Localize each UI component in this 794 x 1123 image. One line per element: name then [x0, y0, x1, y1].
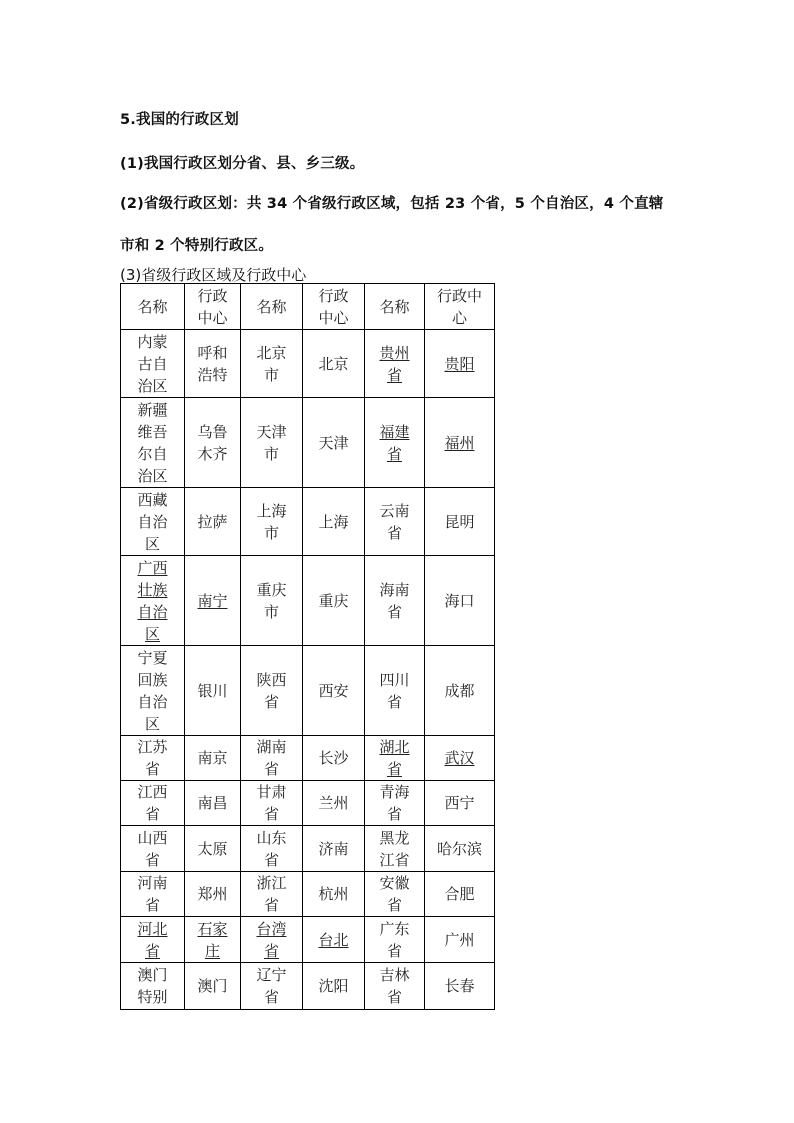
table-cell: 云南省 [365, 488, 425, 556]
table-cell: 天津市 [241, 398, 303, 488]
table-cell: 重庆市 [241, 556, 303, 646]
table-cell: 福建省 [365, 398, 425, 488]
table-row [121, 872, 495, 917]
table-row [121, 488, 495, 556]
table-cell: 湖南省 [241, 736, 303, 781]
table-cell: 长春 [425, 963, 495, 1010]
table-row [121, 330, 495, 398]
paragraph-provincial-2: 市和 2 个特别行政区。 [120, 238, 274, 254]
table-cell: 银川 [185, 646, 241, 736]
table-row [121, 646, 495, 736]
table-cell: 武汉 [425, 736, 495, 781]
table-cell: 浙江省 [241, 872, 303, 917]
table-caption: (3)省级行政区域及行政中心 [120, 266, 307, 284]
table-cell: 太原 [185, 826, 241, 872]
table-cell: 福州 [425, 398, 495, 488]
table-cell: 南宁 [185, 556, 241, 646]
table-row [121, 736, 495, 781]
table-cell: 吉林省 [365, 963, 425, 1010]
table-cell: 南昌 [185, 781, 241, 826]
table-cell: 西宁 [425, 781, 495, 826]
table-row [121, 781, 495, 826]
table-cell: 石家庄 [185, 917, 241, 963]
table-cell: 上海市 [241, 488, 303, 556]
table-cell: 南京 [185, 736, 241, 781]
table-cell: 哈尔滨 [425, 826, 495, 872]
paragraph-levels: (1)我国行政区划分省、县、乡三级。 [120, 156, 365, 172]
table-cell: 黑龙江省 [365, 826, 425, 872]
table-cell: 甘肃省 [241, 781, 303, 826]
header-cell: 行政中心 [185, 284, 241, 330]
table-cell: 广西壮族自治区 [121, 556, 185, 646]
table-cell: 合肥 [425, 872, 495, 917]
table-row [121, 398, 495, 488]
table-cell: 河南省 [121, 872, 185, 917]
table-cell: 贵州省 [365, 330, 425, 398]
table-cell: 广州 [425, 917, 495, 963]
table-cell: 内蒙古自治区 [121, 330, 185, 398]
table-cell: 澳门 [185, 963, 241, 1010]
table-cell: 成都 [425, 646, 495, 736]
table-cell: 上海 [303, 488, 365, 556]
table-cell: 海口 [425, 556, 495, 646]
table-cell: 重庆 [303, 556, 365, 646]
table-cell: 拉萨 [185, 488, 241, 556]
table-cell: 安徽省 [365, 872, 425, 917]
table-row [121, 963, 495, 1010]
table-cell: 湖北省 [365, 736, 425, 781]
header-cell: 名称 [121, 284, 185, 330]
table-cell: 昆明 [425, 488, 495, 556]
table-cell: 广东省 [365, 917, 425, 963]
table-cell: 辽宁省 [241, 963, 303, 1010]
table-cell: 济南 [303, 826, 365, 872]
table-cell: 山西省 [121, 826, 185, 872]
table-cell: 北京市 [241, 330, 303, 398]
header-cell: 行政中心 [425, 284, 495, 330]
table-row [121, 556, 495, 646]
table-cell: 澳门特别 [121, 963, 185, 1010]
table-cell: 郑州 [185, 872, 241, 917]
table-cell: 杭州 [303, 872, 365, 917]
table-cell: 北京 [303, 330, 365, 398]
table-cell: 贵阳 [425, 330, 495, 398]
table-cell: 山东省 [241, 826, 303, 872]
table-cell: 乌鲁木齐 [185, 398, 241, 488]
header-cell: 名称 [365, 284, 425, 330]
table-cell: 天津 [303, 398, 365, 488]
table-cell: 兰州 [303, 781, 365, 826]
header-cell: 行政中心 [303, 284, 365, 330]
table-cell: 台湾省 [241, 917, 303, 963]
table-cell: 青海省 [365, 781, 425, 826]
table-cell: 宁夏回族自治区 [121, 646, 185, 736]
table-cell: 河北省 [121, 917, 185, 963]
table-cell: 新疆维吾尔自治区 [121, 398, 185, 488]
paragraph-provincial-1: (2)省级行政区划：共 34 个省级行政区域，包括 23 个省，5 个自治区，4 个直辖 [120, 196, 664, 212]
table-row [121, 826, 495, 872]
table-cell: 台北 [303, 917, 365, 963]
table-header-row [121, 284, 495, 330]
table-cell: 四川省 [365, 646, 425, 736]
section-heading: 5.我国的行政区划 [120, 112, 239, 128]
table-cell: 沈阳 [303, 963, 365, 1010]
table-cell: 陕西省 [241, 646, 303, 736]
province-capital-table [120, 283, 495, 1010]
table-cell: 海南省 [365, 556, 425, 646]
table-cell: 江苏省 [121, 736, 185, 781]
table-cell: 呼和浩特 [185, 330, 241, 398]
header-cell: 名称 [241, 284, 303, 330]
table-cell: 长沙 [303, 736, 365, 781]
table-cell: 西藏自治区 [121, 488, 185, 556]
table-row [121, 917, 495, 963]
table-cell: 江西省 [121, 781, 185, 826]
table-cell: 西安 [303, 646, 365, 736]
